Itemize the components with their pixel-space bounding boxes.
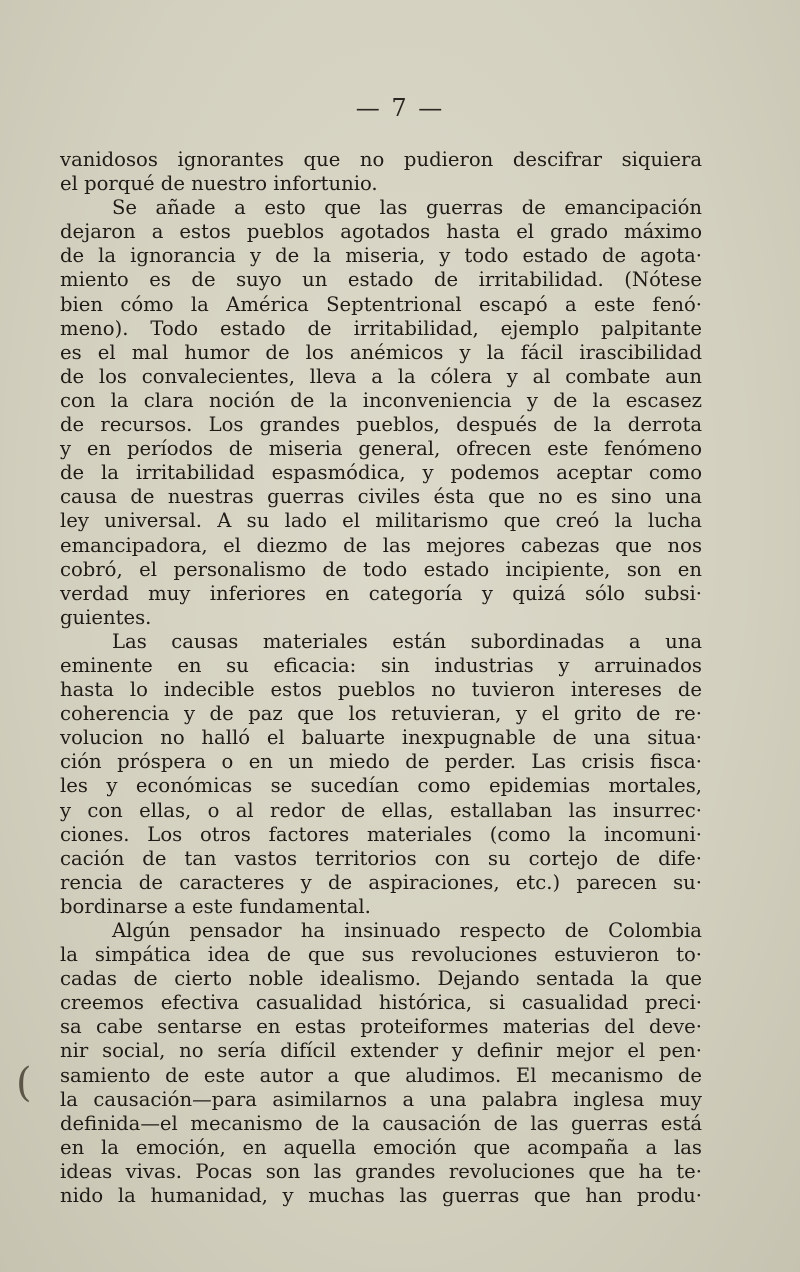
text-line: causa de nuestras guerras civiles ésta que no es sino una — [60, 485, 702, 509]
text-line: cación de tan vastos territorios con su cortejo de dife· — [60, 846, 702, 870]
text-line: la causación—para asimilarnos a una palabra inglesa muy — [60, 1087, 702, 1111]
text-line: de la irritabilidad espasmódica, y podemos aceptar como — [60, 461, 702, 485]
text-line: vanidosos ignorantes que no pudieron descifrar siquiera — [60, 148, 702, 171]
text-line: les y económicas se sucedían como epidemias mortales, — [60, 774, 702, 798]
text-line: dejaron a estos pueblos agotados hasta el grado máximo — [60, 220, 702, 244]
body-text — [60, 148, 702, 1208]
text-line: nir social, no sería difícil extender y definir mejor el pen· — [60, 1039, 702, 1063]
text-line: guientes. — [60, 605, 152, 629]
text-line: nido la humanidad, y muchas las guerras que han produ· — [60, 1184, 702, 1208]
text-line: Algún pensador ha insinuado respecto de Colombia — [112, 919, 702, 942]
text-line: la simpática idea de que sus revoluciones estuvieron to· — [60, 943, 702, 967]
text-line: samiento de este autor a que aludimos. El mecanismo de — [60, 1063, 702, 1087]
text-line: bordinarse a este fundamental. — [60, 894, 371, 918]
text-line: con la clara noción de la inconveniencia y de la escasez — [60, 388, 702, 412]
text-line: de la ignorancia y de la miseria, y todo estado de agota· — [60, 244, 702, 268]
text-line: Se añade a esto que las guerras de emancipación — [112, 196, 702, 220]
text-line: y con ellas, o al redor de ellas, estallaban las insurrec· — [60, 798, 702, 822]
text-line: volucion no halló el baluarte inexpugnable de una situa· — [60, 726, 702, 750]
text-line: emancipadora, el diezmo de las mejores cabezas que nos — [60, 533, 702, 557]
text-line: miento es de suyo un estado de irritabilidad. (Nótese — [60, 268, 702, 292]
text-line: ciones. Los otros factores materiales (como la incomuni· — [60, 822, 702, 846]
text-line: ideas vivas. Pocas son las grandes revoluciones que ha te· — [60, 1159, 702, 1183]
text-line: el porqué de nuestro infortunio. — [60, 172, 378, 196]
text-line: en la emoción, en aquella emoción que acompaña a las — [60, 1135, 702, 1159]
text-line: de recursos. Los grandes pueblos, después de la derrota — [60, 413, 702, 437]
text-line: definida—el mecanismo de la causación de las guerras está — [60, 1111, 702, 1135]
text-line: de los convalecientes, lleva a la cólera y al combate aun — [60, 364, 702, 388]
text-line: Las causas materiales están subordinadas a una — [112, 629, 702, 653]
text-line: coherencia y de paz que los retuvieran, y el grito de re· — [60, 702, 702, 726]
text-line: verdad muy inferiores en categoría y quizá sólo subsi· — [60, 581, 702, 605]
text-line: es el mal humor de los anémicos y la fácil irascibilidad — [60, 340, 702, 364]
text-line: ley universal. A su lado el militarismo que creó la lucha — [60, 509, 702, 533]
text-line: rencia de caracteres y de aspiraciones, etc.) parecen su· — [60, 870, 702, 894]
text-line: hasta lo indecible estos pueblos no tuvieron intereses de — [60, 678, 702, 702]
text-line: creemos efectiva casualidad histórica, si casualidad preci· — [60, 991, 702, 1015]
text-line: eminente en su eficacia: sin industrias y arruinados — [60, 653, 702, 677]
text-line: bien cómo la América Septentrional escapó a este fenó· — [60, 292, 702, 316]
text-line: sa cabe sentarse en estas proteiformes materias del deve· — [60, 1015, 702, 1039]
text-line: cobró, el personalismo de todo estado incipiente, son en — [60, 557, 702, 581]
text-line: ción próspera o en un miedo de perder. Las crisis fisca· — [60, 750, 702, 774]
margin-bracket: ( — [16, 1060, 32, 1106]
text-line: y en períodos de miseria general, ofrecen este fenómeno — [60, 437, 702, 461]
page-number: — 7 — — [355, 94, 445, 122]
text-line: meno). Todo estado de irritabilidad, ejemplo palpitante — [60, 316, 702, 340]
text-line: cadas de cierto noble idealismo. Dejando sentada la que — [60, 967, 702, 991]
